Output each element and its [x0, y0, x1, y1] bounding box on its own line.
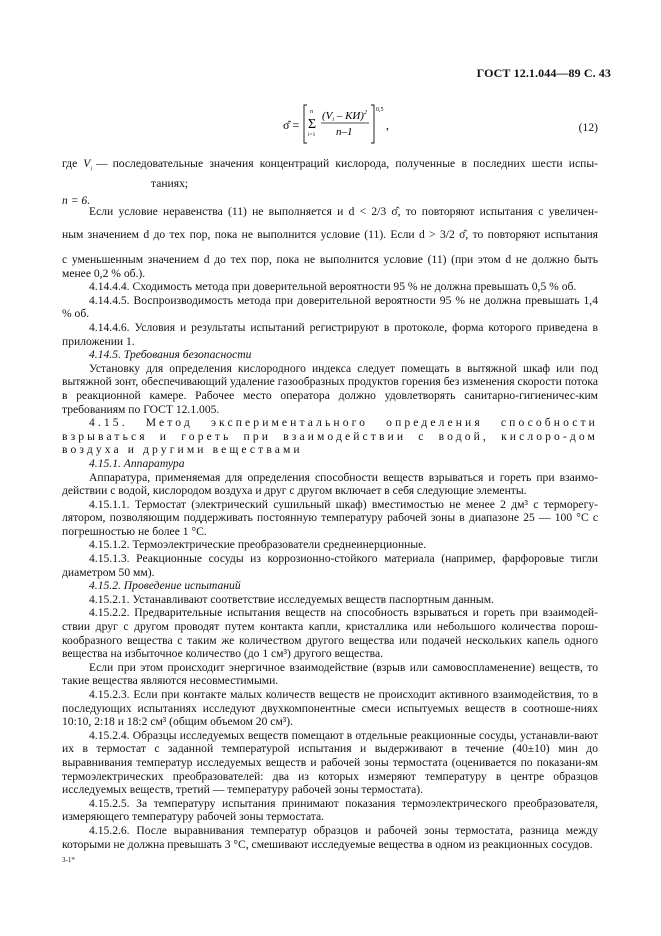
para-condition [62, 203, 598, 243]
paragraph-5: 4.14.4.6. Условия и результаты испытаний регистрируют в протоколе, форма которого приведена в приложении 1. [62, 320, 598, 348]
paragraph-15: 4.15.2.1. Устанавливают соответствие исследуемых веществ паспортным данным. [89, 592, 494, 606]
formula-graphic [283, 103, 393, 147]
where-symbol: $V_i$ [83, 157, 92, 173]
paragraph-0: Если условие неравенства (11) не выполняется и d < 2/3 σ̂, то повторяют испытания с увеличен- [89, 205, 598, 218]
paragraph-12: 4.15.1.2. Термоэлектрические преобразователи среднеинерционные. [89, 538, 427, 552]
equation-number: (12) [578, 121, 598, 134]
left-bracket [304, 105, 307, 143]
outer-power: 0,5 [376, 107, 384, 113]
paragraph-4: 4.14.4.5. Воспроизводимость метода при доверительной вероятности 95 % не должна превышать 1,4 % об. [62, 293, 598, 321]
formula-trail: , [386, 118, 389, 132]
right-bracket [371, 105, 374, 143]
paragraph-3: 4.14.4.4. Сходимость метода при доверительной вероятности 95 % не должна превышать 0,5 % об. [89, 280, 577, 294]
where-dash: — [96, 157, 108, 170]
sum-sign: Σ [308, 117, 317, 132]
page-footer: 3-1* [62, 856, 75, 864]
paragraph-17: Если при этом происходит энергичное взаимодействие (взрыв или самовоспламенение) веществ, то такие вещества являются несовместимыми. [62, 660, 598, 688]
paragraph-9: 4.15.1. Аппаратура [89, 456, 185, 470]
paragraph-8: 4.15. Метод экспериментального определения способности взрываться и гореть при взаимодействии с водой, кислоро-дом воздуха и другими веществами [62, 416, 598, 457]
paragraph-19: 4.15.2.4. Образцы исследуемых веществ помещают в отдельные реакционные сосуды, устанавли-вают их в термостат с заданной температурой испытания и выдерживают в течение (40±10) мин до выравнивания температур исследуемых веществ и рабочей зоны термостата (оценивается по показани-ям термоэлектрических преобразователей: два из которых измеряют температуру в центре образцов исследуемых веществ, третий — температуру рабочей зоны термостата). [62, 728, 598, 797]
page-header: ГОСТ 12.1.044—89 С. 43 [476, 66, 611, 80]
paragraph-7: Установку для определения кислородного индекса следует помещать в вытяжной шкаф или под вытяжной зонт, обеспечивающий удаление газообразных продуктов горения без изменения скорости потока в реакционной камере. Рабочее место оператора должно удовлетворять санитарно-гигиеничес-ким требованиям по ГОСТ 12.1.005. [62, 361, 598, 416]
paragraph-14: 4.15.2. Проведение испытаний [89, 579, 241, 593]
where-text-1: последовательные значения концентраций кислорода, полученные в последних шести испы- [112, 157, 598, 170]
sum-lower: i=1 [308, 132, 316, 138]
main-text [62, 253, 598, 851]
n-definition: n = 6. [62, 193, 91, 207]
formula-12 [283, 103, 393, 147]
paragraph-18: 4.15.2.3. Если при контакте малых количеств веществ не происходит активного взаимодействия, то в последующих испытаниях исследуют двухкомпонентные смеси испытуемых веществ в соотноше-ниях 10:10, 2:18 и 18:2 см³ (общим объемом 20 см³). [62, 688, 598, 729]
where-label: где [62, 157, 78, 170]
where-block [62, 157, 598, 207]
paragraph-6: 4.14.5. Требования безопасности [89, 348, 252, 362]
paragraph-11: 4.15.1.1. Термостат (электрический сушильный шкаф) вместимостью не менее 2 дм³ с терморегу-лятором, позволяющим поддерживать постоянную температуру рабочей зоны в диапазоне 25 — 100 °С с погрешностью не более 1 °С. [62, 497, 598, 538]
paragraph-1: ным значением d до тех пор, пока не выполнится условие (11). Если d > 3/2 σ̂, то повторяют испытания [62, 228, 598, 241]
paragraph-16: 4.15.2.2. Предварительные испытания веществ на способность взрываться и гореть при взаимодей-ствии друг с другом проводят путем контакта капли, кристаллика или небольшого количества порош-кообразного вещества с таким же количеством другого вещества или подачей нескольких капель одного вещества на избыточное количество (до 1 см³) другого вещества. [62, 606, 598, 661]
formula-lhs: σ̂ = [283, 118, 300, 132]
paragraph-2: с уменьшенным значением d до тех пор, пока не выполнится условие (11) (при этом d не должно быть менее 0,2 % об.). [62, 253, 598, 280]
numerator: (Vi – КИ)$^2$ [322, 110, 367, 123]
paragraph-20: 4.15.2.5. За температуру испытания принимают показания термоэлектрического преобразователя, измеряющего температуру рабочей зоны термостата. [62, 796, 598, 824]
paragraph-13: 4.15.1.3. Реакционные сосуды из коррозионно-стойкого материала (например, фарфоровые тигли диаметром 50 мм). [62, 552, 598, 579]
denominator: n–1 [336, 126, 353, 138]
where-text-2: таниях; [151, 176, 189, 190]
paragraph-10: Аппаратура, применяемая для определения способности веществ взрываться и гореть при взаимо-действии с водой, кислородом воздуха и друг с другом включает в себя следующие элементы. [62, 470, 598, 498]
sum-upper: n [310, 109, 313, 115]
paragraph-21: 4.15.2.6. После выравнивания температур образцов и рабочей зоны термостата, разница между которыми не должна превышать 3 °С, смешивают исследуемые вещества в одном из реакционных сосудов. [62, 823, 598, 851]
